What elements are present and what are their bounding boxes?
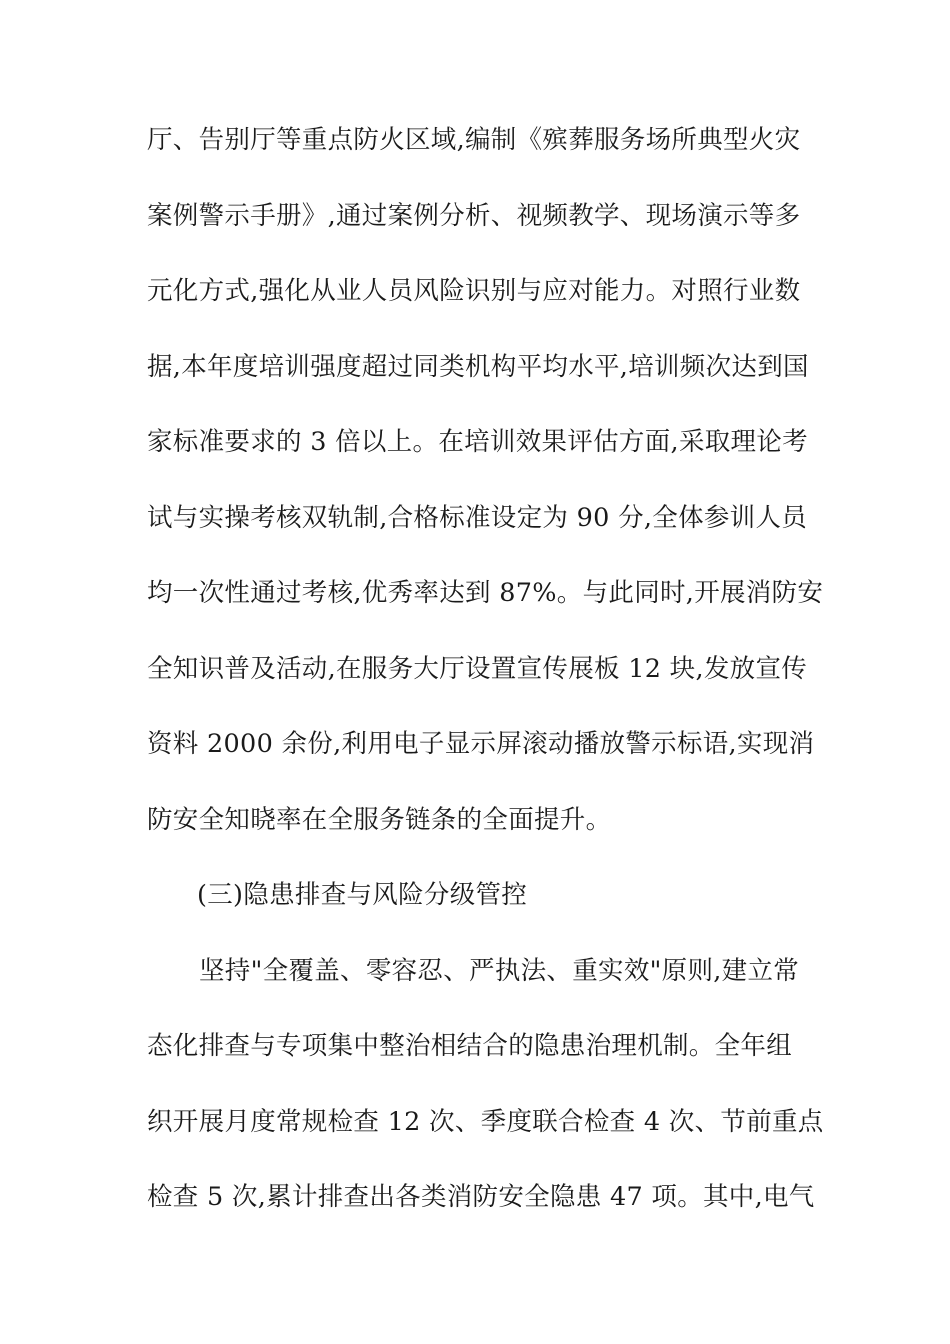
paragraph-line: 均一次性通过考核,优秀率达到 87%。与此同时,开展消防安 <box>147 578 824 608</box>
paragraph-line: 据,本年度培训强度超过同类机构平均水平,培训频次达到国 <box>147 351 809 382</box>
paragraph-line: 元化方式,强化从业人员风险识别与应对能力。对照行业数 <box>147 276 801 306</box>
paragraph-line: 防安全知晓率在全服务链条的全面提升。 <box>147 804 612 835</box>
paragraph-line: 厅、告别厅等重点防火区域,编制《殡葬服务场所典型火灾 <box>147 125 801 155</box>
section-heading: (三)隐患排查与风险分级管控 <box>197 880 528 910</box>
paragraph-line: 织开展月度常规检查 12 次、季度联合检查 4 次、节前重点 <box>147 1106 824 1137</box>
body-text <box>147 118 827 1251</box>
paragraph-line: 检查 5 次,累计排查出各类消防安全隐患 47 项。其中,电气 <box>147 1182 815 1212</box>
paragraph-line: 家标准要求的 3 倍以上。在培训效果评估方面,采取理论考 <box>147 427 808 457</box>
paragraph-line: 资料 2000 余份,利用电子显示屏滚动播放警示标语,实现消 <box>147 729 815 759</box>
paragraph-line: 案例警示手册》,通过案例分析、视频教学、现场演示等多 <box>147 200 801 231</box>
paragraph-line: 全知识普及活动,在服务大厅设置宣传展板 12 块,发放宣传 <box>147 653 808 684</box>
paragraph-line: 坚持"全覆盖、零容忍、严执法、重实效"原则,建立常 <box>199 955 800 986</box>
paragraph-line: 试与实操考核双轨制,合格标准设定为 90 分,全体参训人员 <box>147 502 808 533</box>
paragraph-line: 态化排查与专项集中整治相结合的隐患治理机制。全年组 <box>147 1031 793 1061</box>
